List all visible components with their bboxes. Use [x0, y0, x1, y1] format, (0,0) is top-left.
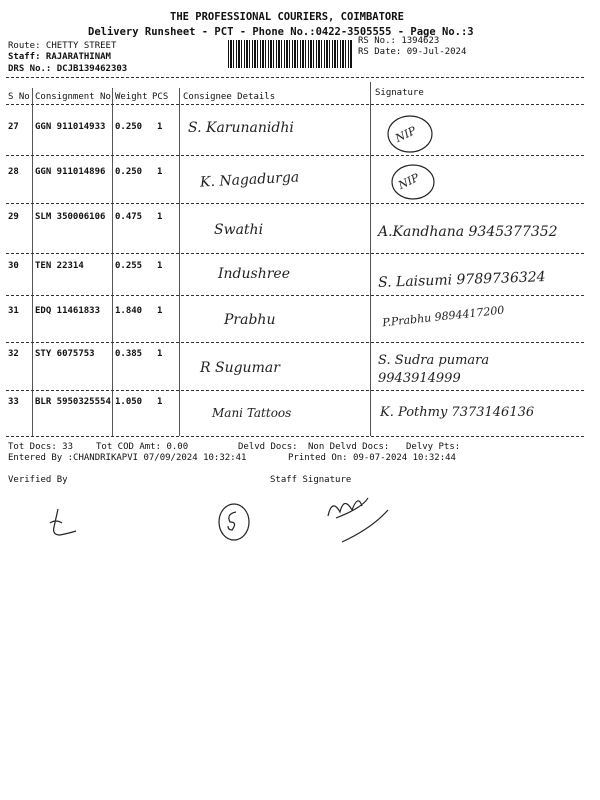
rs-date: RS Date: 09-Jul-2024: [358, 47, 467, 57]
delivery-points: Delvy Pts:: [406, 442, 461, 452]
printed-on: Printed On: 09-07-2024 10:32:44: [288, 453, 456, 463]
row-consignment: STY 6075753: [35, 349, 95, 359]
row-consignee: Mani Tattoos: [212, 406, 292, 420]
row-consignee: K. Nagadurga: [199, 169, 300, 191]
row-signature: S. Laisumi 9789736324: [377, 269, 546, 291]
nip-stamp-circle: [388, 160, 438, 205]
non-delivered-docs: Non Delvd Docs:: [308, 442, 390, 452]
col-signature: Signature: [375, 88, 424, 98]
col-consignee: Consignee Details: [183, 92, 276, 102]
row-pcs: 1: [157, 122, 163, 132]
row-weight: 0.255: [115, 261, 143, 271]
nip-stamp-circle: [385, 112, 435, 157]
table-bottom-divider: [6, 436, 584, 437]
verified-by-label: Verified By: [8, 475, 68, 485]
col-divider: [370, 82, 371, 436]
row-sno: 31: [8, 306, 19, 316]
row-pcs: 1: [157, 349, 163, 359]
row-pcs: 1: [157, 306, 163, 316]
col-consignment: Consignment No: [35, 92, 111, 102]
row-consignee: Prabhu: [224, 312, 276, 328]
route: Route: CHETTY STREET: [8, 41, 117, 51]
staff-signature-mark: [322, 488, 392, 548]
col-divider: [32, 88, 33, 436]
row-divider: [6, 295, 584, 296]
row-sno: 33: [8, 397, 19, 407]
col-pcs: PCS: [152, 92, 169, 102]
row-weight: 0.250: [115, 122, 143, 132]
row-sno: 30: [8, 261, 19, 271]
row-divider: [6, 203, 584, 204]
row-consignment: TEN 22314: [35, 261, 84, 271]
row-pcs: 1: [157, 212, 163, 222]
rs-number: RS No.: 1394623: [358, 36, 440, 46]
company-name: THE PROFESSIONAL COURIERS, COIMBATORE: [170, 11, 404, 23]
row-consignment: EDQ 11461833: [35, 306, 101, 316]
row-divider: [6, 155, 584, 156]
header-divider: [6, 77, 584, 78]
row-consignee: Indushree: [218, 266, 290, 282]
row-consignee: Swathi: [214, 222, 264, 238]
row-weight: 0.475: [115, 212, 143, 222]
total-cod-amount: Tot COD Amt: 0.00: [96, 442, 189, 452]
row-consignment: SLM 350006106: [35, 212, 106, 222]
row-divider: [6, 253, 584, 254]
drs-number: DRS No.: DCJB139462303: [8, 64, 128, 74]
row-sno: 27: [8, 122, 19, 132]
row-pcs: 1: [157, 261, 163, 271]
row-sno: 32: [8, 349, 19, 359]
row-weight: 0.250: [115, 167, 143, 177]
row-consignment: GGN 911014933: [35, 122, 106, 132]
col-divider: [112, 88, 113, 436]
row-weight: 1.050: [115, 397, 143, 407]
row-weight: 0.385: [115, 349, 143, 359]
row-consignment: GGN 911014896: [35, 167, 106, 177]
entered-by: Entered By :CHANDRIKAPVI 07/09/2024 10:32:41: [8, 453, 247, 463]
row-divider: [6, 390, 584, 391]
row-sno: 29: [8, 212, 19, 222]
staff-initials-mark: [212, 500, 257, 545]
barcode: [228, 40, 352, 68]
row-signature: A.Kandhana 9345377352: [378, 224, 558, 240]
row-pcs: 1: [157, 397, 163, 407]
row-consignment: BLR 5950325554: [35, 397, 111, 407]
row-sno: 28: [8, 167, 19, 177]
runsheet-title: Delivery Runsheet - PCT - Phone No.:0422-3505555 - Page No.:3: [88, 26, 474, 38]
row-signature: NIP: [396, 171, 422, 192]
row-pcs: 1: [157, 167, 163, 177]
verifier-signature-mark: [40, 505, 85, 545]
row-signature: S. Sudra pumara 9943914999: [378, 353, 490, 386]
col-weight: Weight: [115, 92, 148, 102]
col-sno: S No: [8, 92, 30, 102]
staff: Staff: RAJARATHINAM: [8, 52, 111, 62]
row-consignee: S. Karunanidhi: [188, 120, 294, 136]
staff-signature-label: Staff Signature: [270, 475, 352, 485]
row-signature: P.Prabhu 9894417200: [381, 303, 505, 330]
row-signature: NIP: [393, 124, 419, 145]
row-consignee: R Sugumar: [200, 360, 280, 376]
total-docs: Tot Docs: 33: [8, 442, 74, 452]
row-divider: [6, 342, 584, 343]
col-divider: [179, 88, 180, 436]
delivered-docs: Delvd Docs:: [238, 442, 298, 452]
table-header-divider: [6, 104, 584, 105]
row-signature: K. Pothmy 7373146136: [380, 405, 535, 420]
row-weight: 1.840: [115, 306, 143, 316]
